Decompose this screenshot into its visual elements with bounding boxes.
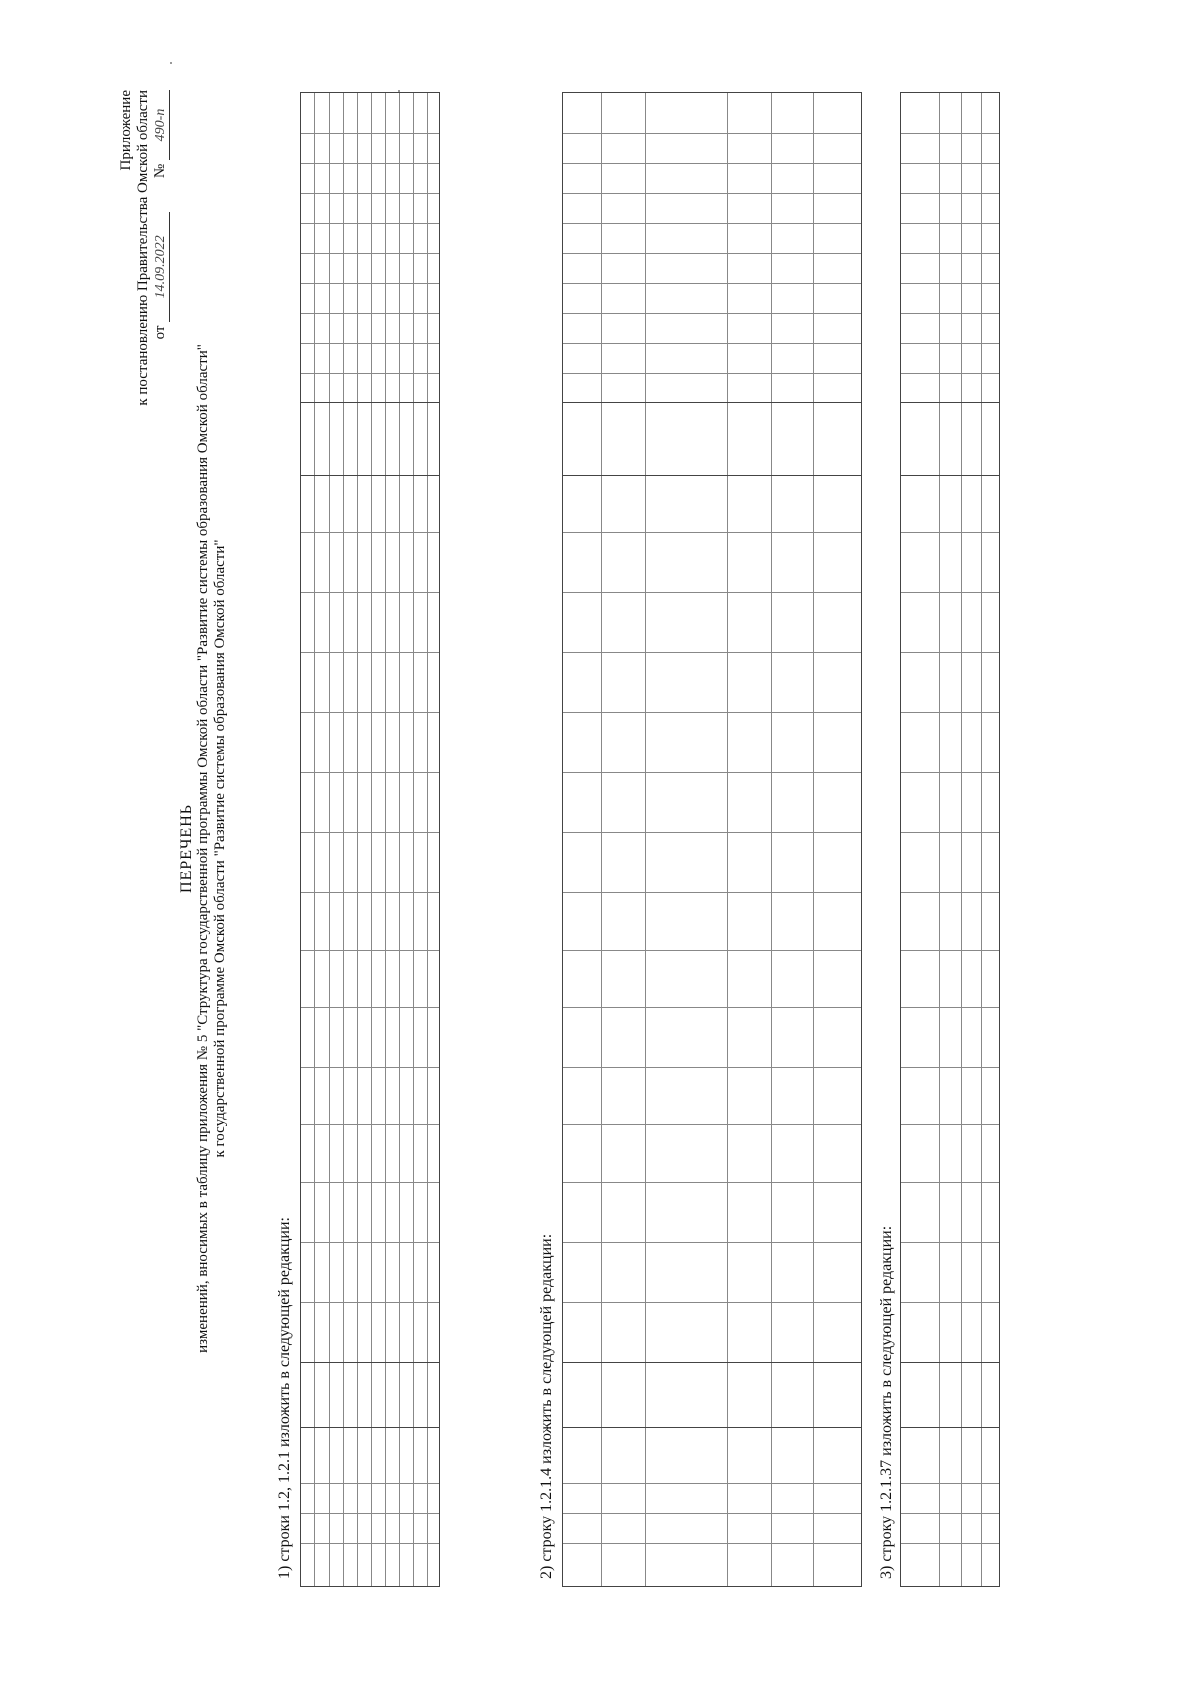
table-column-line xyxy=(563,223,861,224)
table-column-line xyxy=(563,193,861,194)
table-column-line xyxy=(563,712,861,713)
number-prefix: № xyxy=(152,163,168,179)
table-column-line xyxy=(901,652,999,653)
table-column-line xyxy=(563,1182,861,1183)
table-column-line xyxy=(563,892,861,893)
table-column-line xyxy=(901,1302,999,1303)
table-column-line xyxy=(563,1543,861,1544)
annex-date: 14.09.2022 xyxy=(152,212,170,322)
table-column-line xyxy=(563,283,861,284)
table-column-line xyxy=(301,592,439,593)
annex-title: Приложение xyxy=(118,90,134,171)
table-column-line xyxy=(901,1427,999,1428)
section-1-caption: 1) строки 1.2, 1.2.1 изложить в следующей редакции: xyxy=(276,1217,293,1579)
table-column-line xyxy=(301,402,439,403)
document-title-block xyxy=(178,0,229,1697)
annex-line: к постановлению Правительства Омской области xyxy=(135,90,151,406)
date-prefix: от xyxy=(152,325,168,340)
table-column-line xyxy=(301,1124,439,1125)
table-column-line xyxy=(563,1362,861,1363)
annex-header xyxy=(118,90,170,406)
table-column-line xyxy=(301,1242,439,1243)
table-column-line xyxy=(301,133,439,134)
table-column-line xyxy=(563,402,861,403)
table-column-line xyxy=(301,1513,439,1514)
table-column-line xyxy=(563,313,861,314)
table-column-line xyxy=(901,950,999,951)
table-column-line xyxy=(301,1302,439,1303)
table-column-line xyxy=(301,1427,439,1428)
table-column-line xyxy=(301,193,439,194)
table-column-line xyxy=(901,402,999,403)
table-column-line xyxy=(301,163,439,164)
table-column-line xyxy=(301,253,439,254)
table-column-line xyxy=(301,313,439,314)
table-column-line xyxy=(301,950,439,951)
table-column-line xyxy=(563,532,861,533)
table-column-line xyxy=(901,772,999,773)
document-title: ПЕРЕЧЕНЬ xyxy=(178,804,195,893)
table-column-line xyxy=(563,772,861,773)
table-column-line xyxy=(901,223,999,224)
table-column-line xyxy=(301,475,439,476)
section-2-caption: 2) строку 1.2.1.4 изложить в следующей редакции: xyxy=(538,1233,555,1579)
table-column-line xyxy=(901,832,999,833)
table-column-line xyxy=(563,652,861,653)
scan-speck xyxy=(398,90,400,92)
document-subtitle-1: изменений, вносимых в таблицу приложения № 5 "Структура государственной программы Омской области "Развитие системы образования Омской области" xyxy=(195,344,211,1353)
table-column-line xyxy=(301,1067,439,1068)
table-column-line xyxy=(301,772,439,773)
table-column-line xyxy=(901,1242,999,1243)
table-column-line xyxy=(563,163,861,164)
table-column-line xyxy=(901,1124,999,1125)
table-column-line xyxy=(901,283,999,284)
table-column-line xyxy=(301,1483,439,1484)
table-column-line xyxy=(301,1362,439,1363)
table-column-line xyxy=(901,373,999,374)
document-subtitle-2: к государственной программе Омской области "Развитие системы образования Омской области" xyxy=(212,539,228,1158)
table-column-line xyxy=(563,1242,861,1243)
table-column-line xyxy=(901,313,999,314)
table-column-line xyxy=(901,1483,999,1484)
table-column-line xyxy=(301,1182,439,1183)
table-column-line xyxy=(901,532,999,533)
table-column-line xyxy=(301,373,439,374)
section-2-table xyxy=(562,92,862,1587)
table-column-line xyxy=(901,1362,999,1363)
table-column-line xyxy=(563,1483,861,1484)
table-column-line xyxy=(563,832,861,833)
table-column-line xyxy=(901,712,999,713)
annex-date-line xyxy=(152,90,170,406)
section-3-caption: 3) строку 1.2.1.37 изложить в следующей редакции: xyxy=(878,1225,895,1579)
table-column-line xyxy=(901,1182,999,1183)
table-column-line xyxy=(563,950,861,951)
table-column-line xyxy=(301,1007,439,1008)
table-column-line xyxy=(901,163,999,164)
annex-number: 490-п xyxy=(152,90,170,160)
table-column-line xyxy=(563,343,861,344)
table-column-line xyxy=(901,1007,999,1008)
table-column-line xyxy=(563,373,861,374)
table-column-line xyxy=(301,1543,439,1544)
table-column-line xyxy=(563,1124,861,1125)
section-1-table xyxy=(300,92,440,1587)
table-column-line xyxy=(901,133,999,134)
table-column-line xyxy=(901,193,999,194)
table-column-line xyxy=(563,1007,861,1008)
table-column-line xyxy=(301,712,439,713)
table-column-line xyxy=(301,223,439,224)
table-column-line xyxy=(901,592,999,593)
scan-speck xyxy=(170,62,172,64)
table-column-line xyxy=(901,1543,999,1544)
table-column-line xyxy=(301,532,439,533)
table-column-line xyxy=(901,892,999,893)
table-column-line xyxy=(563,592,861,593)
table-column-line xyxy=(901,343,999,344)
table-column-line xyxy=(563,1302,861,1303)
table-column-line xyxy=(901,475,999,476)
table-column-line xyxy=(901,1513,999,1514)
table-column-line xyxy=(301,832,439,833)
table-column-line xyxy=(563,1067,861,1068)
table-column-line xyxy=(301,652,439,653)
table-column-line xyxy=(301,892,439,893)
table-column-line xyxy=(563,475,861,476)
table-column-line xyxy=(901,253,999,254)
table-column-line xyxy=(563,1427,861,1428)
table-column-line xyxy=(901,1067,999,1068)
table-column-line xyxy=(301,283,439,284)
table-column-line xyxy=(563,133,861,134)
table-column-line xyxy=(563,1513,861,1514)
table-column-line xyxy=(563,253,861,254)
table-column-line xyxy=(301,343,439,344)
section-3-table xyxy=(900,92,1000,1587)
